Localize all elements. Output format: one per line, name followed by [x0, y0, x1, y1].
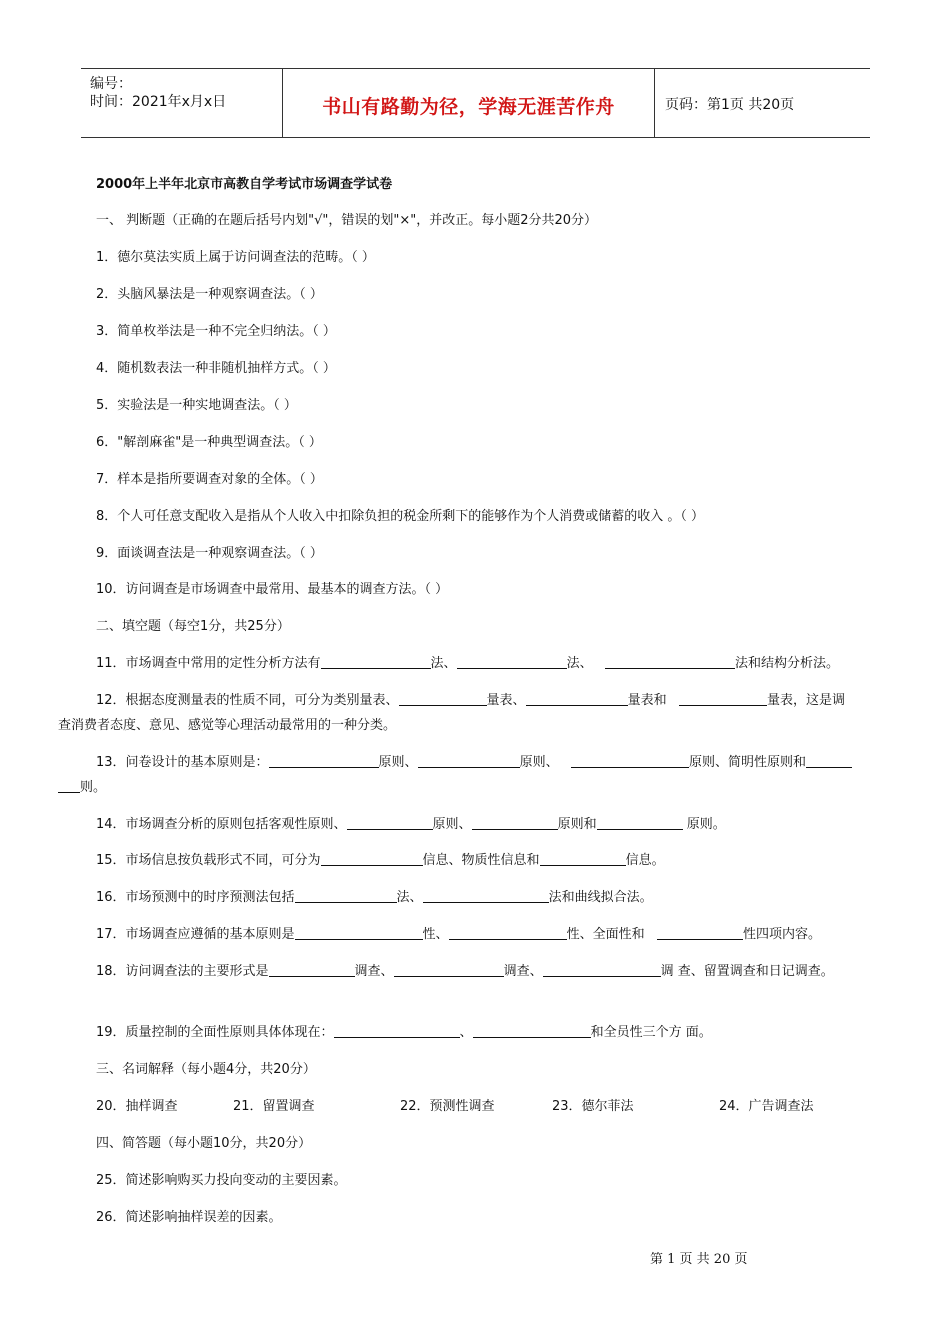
motto-text: 书山有路勤为径，学海无涯苦作舟 [322, 96, 615, 118]
question-12-line2: 查消费者态度、意见、感觉等心理活动最常用的一种分类。 [58, 718, 397, 733]
blank [321, 853, 423, 866]
q16-text-a: 16．市场预测中的时序预测法包括 [96, 890, 295, 905]
exam-title: 2000年上半年北京市高教自学考试市场调查学试卷 [96, 177, 393, 192]
q15-text-b: 信息、物质性信息和 [422, 853, 540, 868]
q14-text-a: 14．市场调查分析的原则包括客观性原则、 [96, 817, 347, 832]
blank [423, 890, 549, 903]
q13-text-d: 原则、简明性原则和 [688, 755, 806, 770]
question-13-line2 [58, 776, 106, 795]
q11-text-d: 法和结构分析法。 [734, 656, 839, 671]
question-7: 7．样本是指所要调查对象的全体。（ ） [96, 472, 323, 487]
term-23: 23．德尔菲法 [552, 1099, 634, 1114]
question-3: 3．简单枚举法是一种不完全归纳法。（ ） [96, 324, 336, 339]
term-20: 20．抽样调查 [96, 1099, 178, 1114]
page-footer: 第 1 页 共 20 页 [650, 1252, 748, 1267]
q18-text-a: 18．访问调查法的主要形式是 [96, 964, 269, 979]
blank [418, 755, 520, 768]
blank [295, 927, 423, 940]
q15-text-c: 信息。 [625, 853, 665, 868]
q12-text-c: 量表和 [627, 693, 667, 708]
blank [543, 964, 661, 977]
q19-text-c: 和全员性三个方 面。 [590, 1025, 712, 1040]
question-12-line1 [96, 689, 845, 708]
q12-text-a: 12．根据态度测量表的性质不同，可分为类别量表、 [96, 693, 399, 708]
question-25: 25．简述影响购买力投向变动的主要因素。 [96, 1173, 347, 1188]
blank [679, 693, 767, 706]
q19-text-a: 19．质量控制的全面性原则具体体现在： [96, 1025, 334, 1040]
question-26: 26．简述影响抽样误差的因素。 [96, 1210, 282, 1225]
term-22: 22．预测性调查 [400, 1099, 495, 1114]
question-6: 6．"解剖麻雀"是一种典型调查法。（ ） [96, 435, 322, 450]
question-15 [96, 849, 665, 868]
q18-text-c: 调查、 [503, 964, 543, 979]
q14-text-c: 原则和 [557, 817, 597, 832]
q13-text-c: 原则、 [519, 755, 559, 770]
question-13-line1 [96, 751, 852, 770]
header-motto-cell [283, 69, 655, 137]
blank [657, 927, 743, 940]
q17-text-c: 性、全面性和 [566, 927, 645, 942]
question-18 [96, 960, 834, 979]
blank [58, 780, 80, 793]
term-24: 24．广告调查法 [719, 1099, 814, 1114]
question-11 [96, 652, 839, 671]
q13-text-b: 原则、 [378, 755, 418, 770]
question-9: 9．面谈调查法是一种观察调查法。（ ） [96, 546, 323, 561]
blank [449, 927, 567, 940]
q17-text-a: 17．市场调查应遵循的基本原则是 [96, 927, 295, 942]
blank [472, 817, 558, 830]
q11-text-b: 法、 [430, 656, 457, 671]
q19-text-b: 、 [459, 1025, 473, 1040]
section2-heading: 二、填空题（每空1分，共25分） [96, 619, 290, 634]
page-header [81, 68, 870, 138]
q17-text-b: 性、 [422, 927, 449, 942]
blank [597, 817, 683, 830]
q11-text-a: 11．市场调查中常用的定性分析方法有 [96, 656, 321, 671]
blank [526, 693, 628, 706]
question-14 [96, 813, 726, 832]
q13-text-e: 则。 [80, 780, 107, 795]
q12-text-d: 量表，这是调 [766, 693, 845, 708]
blank [457, 656, 567, 669]
blank [571, 755, 689, 768]
q13-text-a: 13．问卷设计的基本原则是： [96, 755, 269, 770]
q16-text-c: 法和曲线拟合法。 [548, 890, 653, 905]
question-8: 8．个人可任意支配收入是指从个人收入中扣除负担的税金所剩下的能够作为个人消费或储蓄的收入 。（ ） [96, 509, 705, 524]
q11-text-c: 法、 [566, 656, 593, 671]
blank [806, 755, 852, 768]
q12-text-b: 量表、 [486, 693, 526, 708]
blank [321, 656, 431, 669]
question-5: 5．实验法是一种实地调查法。（ ） [96, 398, 297, 413]
blank [334, 1025, 460, 1038]
question-16 [96, 886, 653, 905]
blank [399, 693, 487, 706]
question-19 [96, 1021, 712, 1040]
blank [540, 853, 626, 866]
section4-heading: 四、简答题（每小题10分，共20分） [96, 1136, 312, 1151]
q16-text-b: 法、 [396, 890, 423, 905]
section3-heading: 三、名词解释（每小题4分，共20分） [96, 1062, 316, 1077]
question-1: 1．德尔莫法实质上属于访问调查法的范畴。（ ） [96, 250, 375, 265]
blank [295, 890, 397, 903]
blank [394, 964, 504, 977]
header-right-cell [655, 69, 870, 137]
q18-text-d: 调 查、留置调查和日记调查。 [660, 964, 834, 979]
blank [605, 656, 735, 669]
q14-text-d: 原则。 [682, 817, 726, 832]
q15-text-a: 15．市场信息按负载形式不同，可分为 [96, 853, 321, 868]
question-2: 2．头脑风暴法是一种观察调查法。（ ） [96, 287, 323, 302]
blank [347, 817, 433, 830]
q14-text-b: 原则、 [432, 817, 472, 832]
q17-text-d: 性四项内容。 [742, 927, 821, 942]
blank [269, 964, 355, 977]
term-21: 21．留置调查 [233, 1099, 315, 1114]
page-info: 页码：第1页 共20页 [665, 97, 795, 113]
header-left-cell [81, 69, 283, 137]
question-17 [96, 923, 821, 942]
blank [269, 755, 379, 768]
question-10: 10．访问调查是市场调查中最常用、最基本的调查方法。（ ） [96, 582, 449, 597]
q18-text-b: 调查、 [354, 964, 394, 979]
section1-heading: 一、 判断题（正确的在题后括号内划"√"，错误的划"×"，并改正。每小题2分共20分） [96, 213, 598, 228]
question-4: 4．随机数表法一种非随机抽样方式。（ ） [96, 361, 336, 376]
time-label: 时间：2021年x月x日 [90, 94, 227, 110]
blank [473, 1025, 591, 1038]
code-label: 编号： [90, 76, 132, 92]
